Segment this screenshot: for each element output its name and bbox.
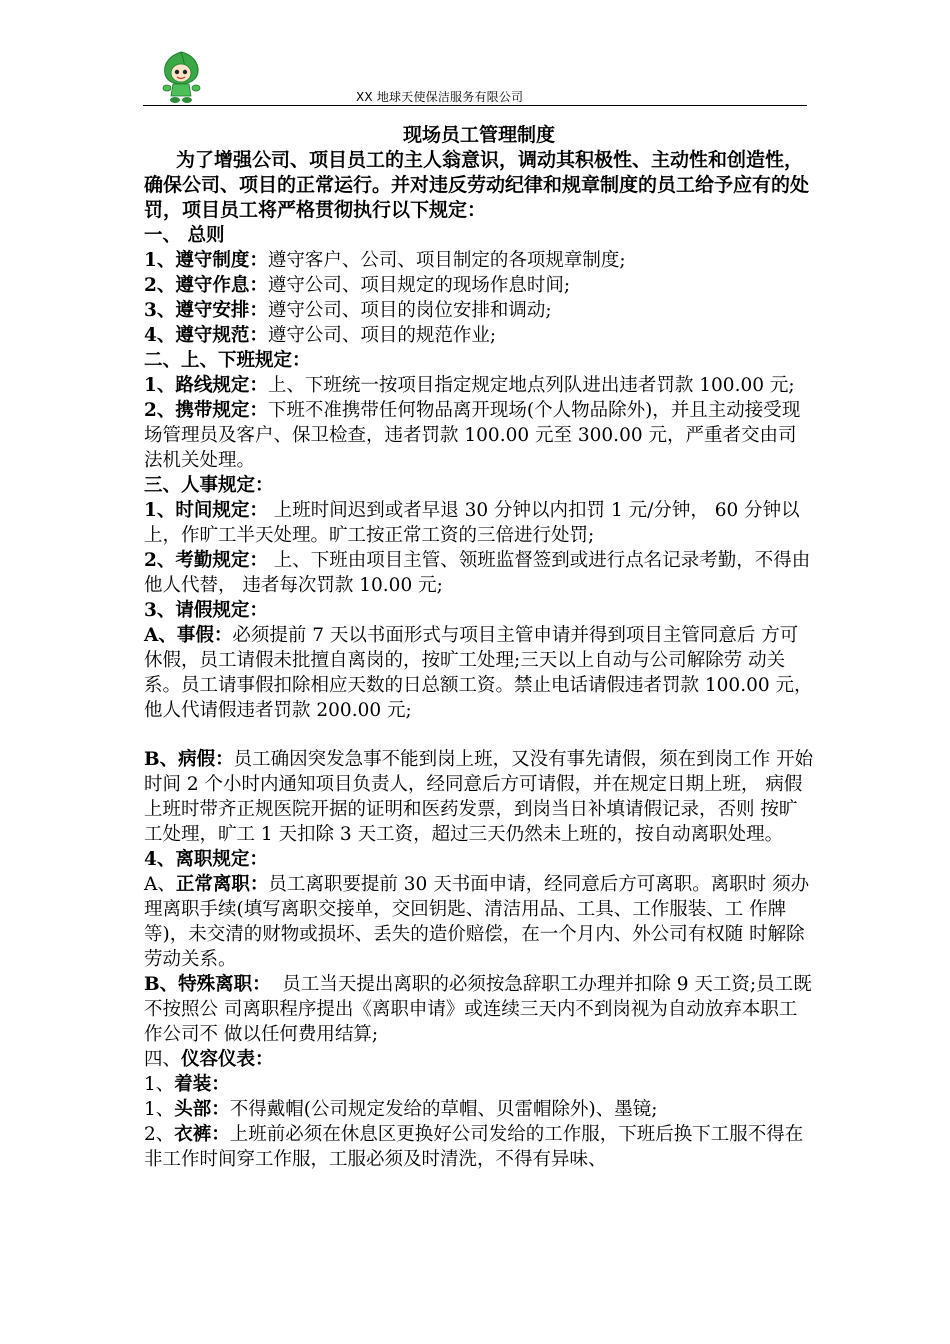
page-header — [143, 50, 807, 106]
header-divider — [143, 105, 807, 106]
appearance-dress: 1、着装： — [144, 1074, 230, 1095]
green-leaf-mascot-icon — [159, 50, 203, 104]
general-rule-2: 2、遵守作息：遵守公司、项目规定的现场作息时间; — [144, 275, 571, 296]
section-heading-personnel: 三、人事规定： — [144, 475, 274, 496]
general-rule-4: 4、遵守规范：遵守公司、项目的规范作业; — [144, 325, 497, 346]
commute-rule-carry: 2、携带规定：下班不准携带任何物品离开现场(个人物品除外)，并且主动接受现场管理员及客户、保卫检查，违者罚款 100.00 元至 300.00 元，严重者交由司法机关处理。 — [144, 400, 801, 471]
intro-paragraph: 为了增强公司、项目员工的主人翁意识，调动其积极性、主动性和创造性， 确保公司、项目的正常运行。并对违反劳动纪律和规章制度的员工给予应有的处罚，项目员工将严格贯彻执行以下规定： — [144, 149, 810, 221]
section-heading-appearance: 四、仪容仪表： — [144, 1049, 274, 1070]
company-name: XX 地球天使保洁服务有限公司 — [356, 90, 524, 104]
resign-normal: A、正常离职：员工离职要提前 30 天书面申请，经同意后方可离职。离职时 须办理离职手续(填写离职交接单，交回钥匙、清洁用品、工具、工作服装、工 作牌等)，未交清的财物或损坏、丢失的造价赔偿，在一个月内、外公司有权随 时解除劳动关系。 — [144, 874, 810, 970]
resign-special: B、特殊离职： 员工当天提出离职的必须按急辞职工办理并扣除 9 天工资;员工既不按照公 司离职程序提出《离职申请》或连续三天内不到岗视为自动放弃本职工作公司不 做以任何费用结算; — [144, 974, 812, 1045]
appearance-head: 1、头部：不得戴帽(公司规定发给的草帽、贝雷帽除外)、墨镜; — [144, 1099, 658, 1120]
general-rule-1: 1、遵守制度：遵守客户、公司、项目制定的各项规章制度; — [144, 250, 626, 271]
section-heading-general: 一、 总则 — [144, 225, 225, 246]
appearance-clothes: 2、衣裤：上班前必须在休息区更换好公司发给的工作服，下班后换下工服不得在非工作时间穿工作服，工服必须及时清洗，不得有异味、 — [144, 1124, 804, 1170]
document-body — [144, 120, 814, 1172]
leave-personal: A、事假：必须提前 7 天以书面形式与项目主管申请并得到项目主管同意后 方可休假，员工请假未批擅自离岗的，按旷工处理;三天以上自动与公司解除劳 动关系。员工请事假扣除相应天数的日总额工资。禁止电话请假违者罚款 100.00 元，他人代请假违者罚款 200.00 元; — [144, 625, 813, 721]
commute-rule-route: 1、路线规定：上、下班统一按项目指定规定地点列队进出违者罚款 100.00 元; — [144, 375, 795, 396]
personnel-rule-attendance: 2、考勤规定： 上、下班由项目主管、领班监督签到或进行点名记录考勤，不得由他人代替， 违者每次罚款 10.00 元; — [144, 550, 811, 596]
section-heading-commute: 二、上、下班规定： — [144, 350, 311, 371]
leave-heading: 3、请假规定： — [144, 600, 268, 621]
paragraph-gap — [144, 723, 814, 747]
general-rule-3: 3、遵守安排：遵守公司、项目的岗位安排和调动; — [144, 300, 552, 321]
personnel-rule-time: 1、时间规定： 上班时间迟到或者早退 30 分钟以内扣罚 1 元/分钟， 60 分钟以上，作旷工半天处理。旷工按正常工资的三倍进行处罚; — [144, 500, 800, 546]
resign-heading: 4、离职规定： — [144, 849, 268, 870]
leave-sick: B、病假：员工确因突发急事不能到岗上班，又没有事先请假，须在到岗工作 开始时间 2 个小时内通知项目负责人，经同意后方可请假，并在规定日期上班， 病假上班时带齐正规医院开据的证明和医药发票，到岗当日补填请假记录，否则 按旷工处理，旷工 1 天扣除 3 天工资，超过三天仍然未上班的，按自动离职处理。 — [144, 749, 814, 845]
document-title: 现场员工管理制度 — [402, 124, 555, 146]
